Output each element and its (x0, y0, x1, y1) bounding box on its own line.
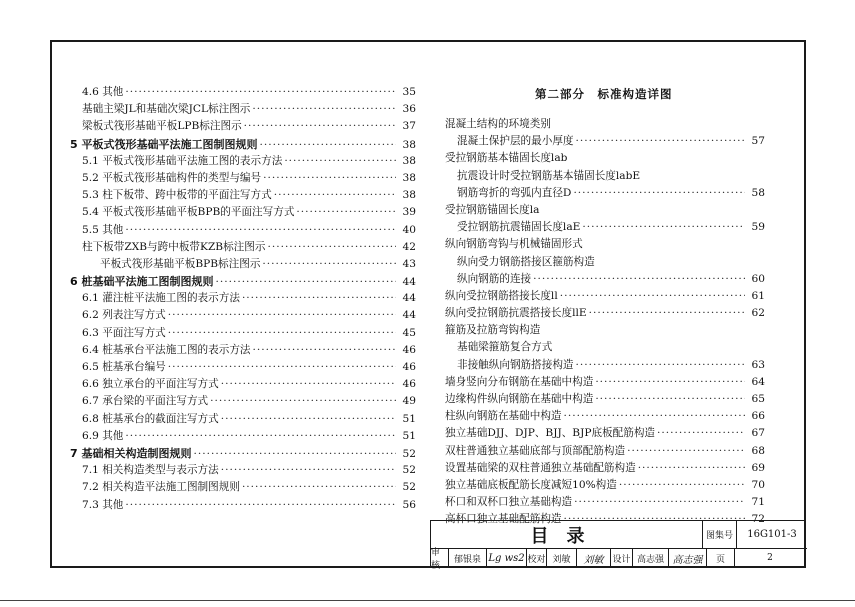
design-label: 设计 (611, 549, 633, 567)
toc-entry-title: 边缘构件纵向钢筋在基础中构造 (445, 393, 594, 405)
toc-entry-title: 梁板式筏形基础平板LPB标注图示 (82, 120, 242, 133)
toc-entry-page: 52 (402, 464, 416, 477)
toc-entry-title: 6.9 其他 (82, 429, 124, 442)
toc-entry-page: 44 (402, 276, 416, 289)
toc-leader-dots (573, 185, 745, 202)
toc-leader-dots (244, 118, 396, 135)
toc-leader-dots (262, 256, 396, 273)
toc-entry-title: 纵向受拉钢筋搭接长度ll (445, 289, 558, 302)
toc-entry-page: 37 (402, 120, 416, 133)
reviewer-name: 郁银泉 (449, 549, 487, 567)
toc-entry-page: 43 (402, 257, 416, 270)
toc-entry (445, 494, 765, 511)
toc-entry-title: 基础主梁JL和基础次梁JCL标注图示 (82, 103, 251, 116)
toc-entry-page: 52 (402, 481, 416, 494)
toc-entry-title: 6.4 桩基承台平法施工图的表示方法 (82, 343, 251, 356)
toc-entry (70, 445, 416, 462)
page-label: 页 (707, 549, 735, 567)
toc-leader-dots (595, 374, 745, 391)
toc-leader-dots (242, 290, 396, 307)
toc-entry-title: 受拉钢筋基本锚固长度lab (445, 152, 568, 165)
toc-leader-dots (284, 153, 396, 170)
toc-entry-title: 箍筋及拉筋弯钩构造 (445, 324, 541, 337)
toc-entry-title: 混凝土保护层的最小厚度 (457, 135, 574, 148)
toc-leader-dots (533, 271, 745, 288)
toc-leader-dots (193, 446, 396, 463)
toc-leader-dots (619, 477, 745, 494)
toc-entry-title: 4.6 其他 (82, 86, 124, 98)
toc-leader-dots (168, 359, 396, 376)
toc-entry-page: 70 (751, 478, 765, 491)
toc-entry-title: 独立基础底板配筋长度减短10%构造 (445, 478, 617, 491)
toc-entry-page: 38 (402, 189, 416, 202)
toc-leader-dots (221, 462, 396, 479)
toc-leader-dots (589, 305, 745, 322)
toc-entry-title: 平板式筏形基础平板BPB标注图示 (100, 257, 261, 270)
toc-leader-dots (125, 497, 396, 514)
toc-entry (70, 325, 416, 342)
designer-signature: 高志强 (669, 549, 707, 567)
reviewer-signature: Lg ws2 (487, 549, 527, 567)
toc-entry (70, 307, 416, 324)
toc-leader-dots (168, 325, 396, 342)
toc-leader-dots (296, 204, 396, 221)
toc-entry-page: 62 (751, 307, 765, 320)
toc-entry (70, 479, 416, 496)
toc-entry (70, 393, 416, 410)
toc-entry (70, 170, 416, 187)
toc-entry-page: 44 (402, 309, 416, 322)
toc-entry-page: 46 (402, 361, 416, 373)
toc-entry (70, 411, 416, 428)
toc-leader-dots (252, 101, 396, 118)
toc-entry-title: 柱下板带ZXB与跨中板带KZB标注图示 (82, 240, 266, 253)
toc-entry-page: 39 (402, 206, 416, 219)
toc-entry (445, 460, 765, 477)
toc-entry (445, 408, 765, 425)
toc-leader-dots (595, 391, 745, 408)
toc-leader-dots (242, 479, 396, 496)
toc-entry-page: 72 (751, 513, 765, 526)
toc-entry-page: 52 (402, 447, 416, 460)
toc-entry (70, 273, 416, 290)
toc-entry-title: 非接触纵向钢筋搭接构造 (457, 358, 574, 371)
toc-entry (445, 185, 765, 202)
toc-entry (70, 84, 416, 101)
toc-entry-page: 71 (751, 496, 765, 509)
toc-leader-dots (210, 393, 396, 410)
toc-entry-title: 设置基础梁的双柱普通独立基础配筋构造 (445, 461, 636, 474)
toc-entry-page: 46 (402, 343, 416, 356)
atlas-label: 图集号 (703, 521, 737, 549)
toc-entry-page: 38 (402, 154, 416, 167)
toc-entry-title: 6.7 承台梁的平面注写方式 (82, 395, 209, 408)
toc-entry-title: 混凝土结构的环境类别 (445, 118, 551, 130)
toc-entry-title: 抗震设计时受拉钢筋基本锚固长度labE (457, 169, 641, 182)
toc-entry (70, 118, 416, 135)
toc-leader-dots (168, 307, 396, 324)
toc-entry-title: 受拉钢筋锚固长度la (445, 203, 540, 216)
toc-entry-title: 7.1 相关构造类型与表示方法 (82, 464, 219, 477)
toc-entry-title: 基础梁箍筋复合方式 (457, 341, 553, 354)
toc-entry (445, 305, 765, 322)
toc-entry-page: 44 (402, 292, 416, 305)
toc-entry-title: 纵向钢筋弯钩与机械锚固形式 (445, 238, 583, 251)
toc-leader-dots (267, 239, 396, 256)
toc-entry (445, 168, 765, 185)
toc-entry-title: 受拉钢筋抗震锚固长度laE (457, 221, 581, 234)
checker-signature: 刘敏 (577, 549, 611, 567)
check-label: 校对 (527, 549, 547, 567)
toc-entry-title: 7.2 相关构造平法施工图制图规则 (82, 481, 240, 494)
toc-entry (445, 322, 765, 339)
toc-entry-title: 纵向受拉钢筋抗震搭接长度llE (445, 307, 587, 320)
toc-entry-title: 墙身竖向分布钢筋在基础中构造 (445, 375, 594, 388)
toc-entry-title: 双柱普通独立基础底部与顶部配筋构造 (445, 444, 626, 457)
toc-entry-title: 7.3 其他 (82, 498, 124, 511)
toc-entry-page: 65 (751, 393, 765, 405)
toc-entry (70, 204, 416, 221)
checker-name: 刘敏 (547, 549, 577, 567)
toc-entry (70, 101, 416, 118)
right-toc (445, 116, 765, 529)
toc-leader-dots (560, 288, 745, 305)
toc-entry-page: 42 (402, 240, 416, 253)
toc-entry-title: 5 平板式筏形基础平法施工图制图规则 (70, 137, 258, 151)
designer-name: 高志强 (633, 549, 669, 567)
review-label: 审核 (431, 549, 449, 567)
toc-entry-page: 64 (751, 375, 765, 388)
toc-leader-dots (221, 411, 396, 428)
toc-entry (445, 150, 765, 167)
toc-entry-page: 45 (402, 326, 416, 339)
toc-entry-title: 6.1 灌注桩平法施工图的表示方法 (82, 292, 240, 305)
page-number: 2 (767, 553, 773, 563)
toc-entry (70, 428, 416, 445)
toc-entry-page: 56 (402, 498, 416, 511)
toc-entry (445, 271, 765, 288)
toc-entry (70, 136, 416, 153)
toc-entry-title: 5.1 平板式筏形基础平法施工图的表示方法 (82, 154, 283, 167)
toc-entry-page: 67 (751, 427, 765, 440)
toc-entry (70, 187, 416, 204)
toc-leader-dots (125, 222, 396, 239)
toc-leader-dots (274, 187, 396, 204)
toc-entry-page: 59 (751, 221, 765, 234)
toc-entry-title: 5.3 柱下板带、跨中板带的平面注写方式 (82, 189, 272, 202)
toc-entry (70, 342, 416, 359)
page-bottom-rule (0, 600, 855, 601)
toc-entry (70, 376, 416, 393)
toc-entry (445, 116, 765, 133)
left-toc (70, 84, 416, 514)
toc-entry-page: 49 (402, 395, 416, 408)
toc-entry (445, 219, 765, 236)
toc-entry (445, 133, 765, 150)
toc-entry (70, 153, 416, 170)
toc-entry-page: 66 (751, 410, 765, 423)
toc-entry-page: 57 (751, 135, 765, 148)
toc-entry (445, 254, 765, 271)
toc-entry (70, 462, 416, 479)
toc-leader-dots (253, 342, 396, 359)
signature-row (431, 548, 805, 571)
toc-entry-title: 钢筋弯折的弯弧内直径D (457, 186, 572, 199)
toc-leader-dots (125, 428, 396, 445)
toc-entry (445, 357, 765, 374)
toc-entry-title: 6.5 桩基承台编号 (82, 361, 166, 373)
toc-leader-dots (259, 137, 396, 154)
toc-entry (70, 290, 416, 307)
toc-leader-dots (215, 274, 396, 291)
toc-entry-page: 35 (402, 86, 416, 98)
part-heading: 第二部分 标准构造详图 (535, 87, 673, 101)
title-block-title: 目录 (431, 521, 703, 549)
toc-entry-page: 36 (402, 103, 416, 116)
toc-entry (445, 288, 765, 305)
toc-entry (445, 477, 765, 494)
toc-leader-dots (576, 357, 745, 374)
toc-leader-dots (582, 219, 745, 236)
toc-entry-title: 纵向受力钢筋搭接区箍筋构造 (457, 255, 595, 268)
toc-entry-page: 69 (751, 461, 765, 474)
toc-leader-dots (221, 376, 396, 393)
toc-entry-page: 68 (751, 444, 765, 457)
toc-leader-dots (564, 408, 745, 425)
toc-entry-title: 6.3 平面注写方式 (82, 326, 166, 339)
toc-entry-title: 7 基础相关构造制图规则 (70, 446, 192, 460)
toc-entry-page: 61 (751, 289, 765, 302)
toc-entry-page: 46 (402, 378, 416, 391)
toc-entry-page: 38 (402, 171, 416, 184)
toc-entry (445, 236, 765, 253)
toc-entry (445, 391, 765, 408)
toc-entry (70, 239, 416, 256)
toc-entry-title: 纵向钢筋的连接 (457, 272, 532, 285)
toc-entry-page: 51 (402, 412, 416, 425)
toc-entry-title: 高杯口独立基础配筋构造 (445, 513, 562, 526)
toc-entry-title: 独立基础DJJ、DJP、BJJ、BJP底板配筋构造 (445, 427, 656, 440)
toc-entry-title: 柱纵向钢筋在基础中构造 (445, 410, 562, 423)
toc-leader-dots (263, 170, 396, 187)
toc-entry-title: 6.6 独立承台的平面注写方式 (82, 378, 219, 391)
toc-entry (445, 202, 765, 219)
toc-leader-dots (627, 443, 745, 460)
toc-entry (445, 339, 765, 356)
toc-entry (445, 443, 765, 460)
toc-entry-title: 5.5 其他 (82, 223, 124, 236)
toc-entry-page: 51 (402, 429, 416, 442)
toc-entry-title: 5.4 平板式筏形基础平板BPB的平面注写方式 (82, 206, 295, 219)
toc-entry (70, 359, 416, 376)
toc-leader-dots (657, 425, 745, 442)
toc-entry-page: 63 (751, 358, 765, 371)
toc-entry-title: 杯口和双杯口独立基础构造 (445, 496, 573, 509)
toc-entry (445, 374, 765, 391)
toc-entry-page: 38 (402, 138, 416, 151)
toc-entry-title: 6 桩基础平法施工图制图规则 (70, 275, 214, 289)
toc-leader-dots (576, 133, 745, 150)
toc-entry-page: 40 (402, 223, 416, 236)
toc-entry-title: 5.2 平板式筏形基础构件的类型与编号 (82, 171, 262, 184)
atlas-number: 16G101-3 (737, 521, 807, 549)
toc-entry-page: 60 (751, 272, 765, 285)
toc-leader-dots (638, 460, 745, 477)
toc-entry (445, 425, 765, 442)
toc-entry (70, 222, 416, 239)
title-block (430, 520, 806, 571)
toc-entry-page: 58 (751, 186, 765, 199)
toc-entry-title: 6.2 列表注写方式 (82, 309, 166, 322)
toc-entry (70, 497, 416, 514)
toc-leader-dots (574, 494, 745, 511)
toc-entry-title: 6.8 桩基承台的截面注写方式 (82, 412, 219, 425)
toc-entry (70, 256, 416, 273)
toc-leader-dots (125, 84, 396, 101)
